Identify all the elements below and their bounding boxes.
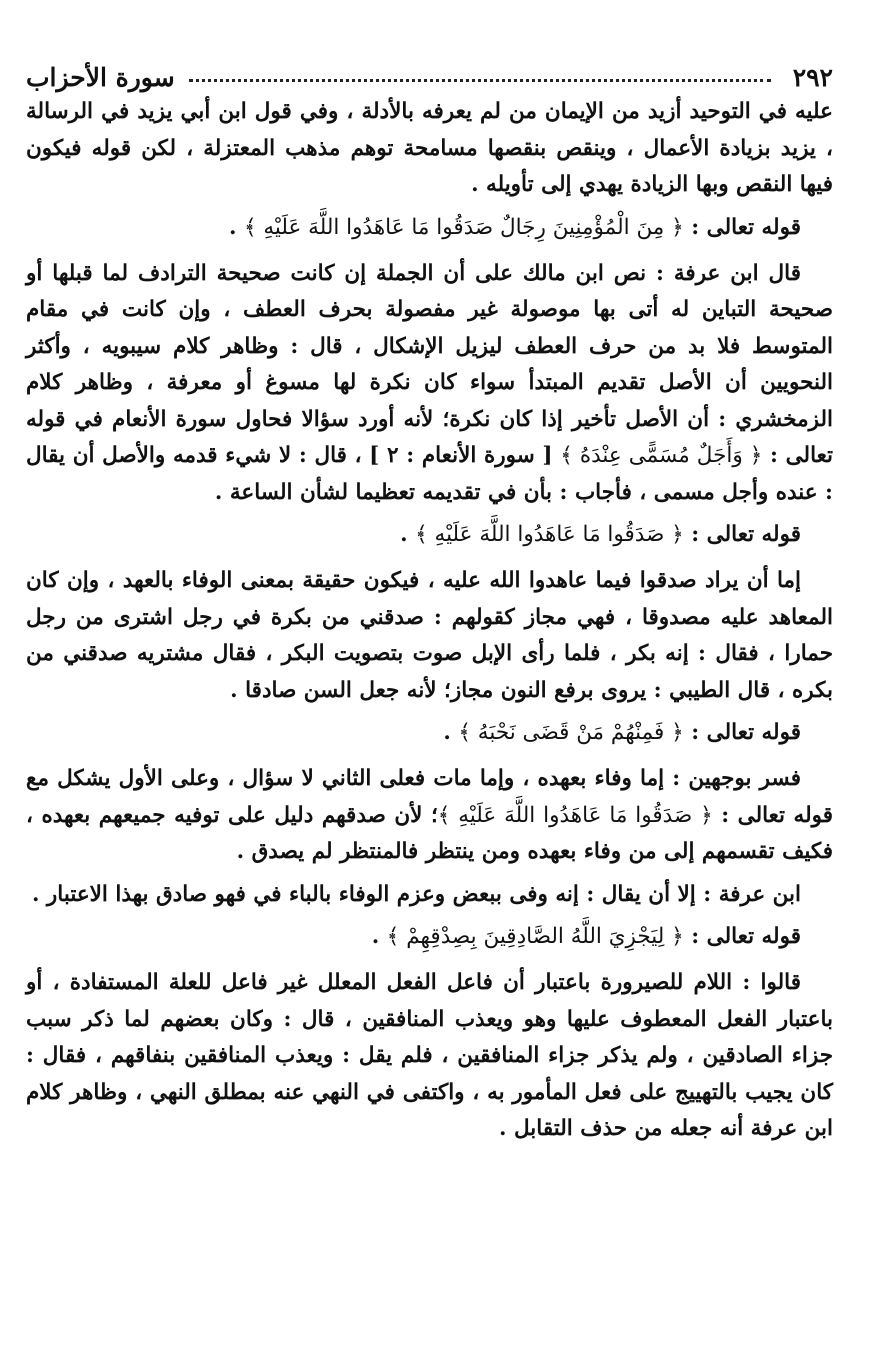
page-number: ٢٩٢ <box>792 63 833 92</box>
verse-heading-prefix: قوله تعالى : <box>683 924 801 949</box>
paragraph-6: قالوا : اللام للصيرورة باعتبار أن فاعل الفعل المعلل غير فاعل للعلة المستفادة ، أو باعتبار الفعل المعطوف عليها وهو ويعذب المنافقين ، قال : وكان بعضهم لما ذكر سبب جزاء الصادقين ، ولم يذكر جزاء المنافقين ، فلم يقل : ويعذب المنافقين بنفاقهم ، فقال : كان يجيب بالتهييج على فعل المأمور به ، واكتفى في النهي عنه بمطلق النهي ، وظاهر كلام ابن عرفة أنه جعله من حذف التقابل . <box>26 970 833 1141</box>
paragraph-2-text-a: قال ابن عرفة : نص ابن مالك على أن الجملة إن كانت صحيحة الترادف لما قبلها أو صحيحة التباين له أتى بها موصولة غير مفصولة بحرف العطف ، وإن كانت في مقام المتوسط فلا بد من حرف العطف ليزيل الإشكال ، قال : وظاهر كلام سيبويه ، وأكثر النحويين أن الأصل تقديم المبتدأ سواء كان نكرة لها مسوغ أو معرفة ، وظاهر كلام الزمخشري : أن الأصل تأخير إذا كان نكرة؛ لأنه أورد سؤالا فحاول سورة الأنعام في قوله تعالى : <box>26 260 833 468</box>
page-body <box>26 94 833 1148</box>
verse-heading-3 <box>26 715 833 751</box>
paragraph-2 <box>26 256 833 512</box>
verse-heading-prefix: قوله تعالى : <box>683 720 801 745</box>
header-dotted-leader <box>189 79 771 82</box>
quran-verse: ﴿ وَأَجَلٌ مُسَمًّى عِنْدَهُ ﴾ <box>560 443 763 468</box>
verse-heading-suffix: . <box>228 214 244 240</box>
quran-verse: ﴿ فَمِنْهُمْ مَنْ قَضَى نَحْبَهُ ﴾ <box>458 720 684 745</box>
paragraph-4-text-a: فسر بوجهين : إما وفاء بعهده ، وإما مات فعلى الثاني لا سؤال ، وعلى الأول يشكل مع قوله تعالى : <box>26 766 834 828</box>
surah-title: سورة الأحزاب <box>26 63 175 92</box>
verse-heading-4 <box>26 919 833 955</box>
verse-heading-1 <box>26 210 833 246</box>
verse-heading-suffix: . <box>443 720 459 745</box>
quran-verse: ﴿ صَدَقُوا مَا عَاهَدُوا اللَّهَ عَلَيْهِ ﴾ <box>415 522 684 547</box>
quran-verse: ﴿ مِنَ الْمُؤْمِنِينَ رِجَالٌ صَدَقُوا مَا عَاهَدُوا اللَّهَ عَلَيْهِ ﴾ <box>243 214 684 240</box>
verse-heading-suffix: . <box>400 522 416 547</box>
paragraph-2-text-b: [ سورة الأنعام : ٢ ] ، قال : لا شيء قدمه والأصل أن يقال : عنده وأجل مسمى ، فأجاب : بأن في تقديمه تعظيما لشأن الساعة . <box>26 443 833 505</box>
running-header <box>26 52 833 92</box>
paragraph-4 <box>26 761 833 871</box>
verse-heading-prefix: قوله تعالى : <box>683 522 801 547</box>
verse-heading-2 <box>26 517 833 553</box>
paragraph-4-text-b: ؛ لأن صدقهم دليل على توفيه جميعهم بعهده ، فكيف تقسمهم إلى من وفاء بعهده ومن ينتظر فالمنتظر لم يصدق . <box>26 802 833 864</box>
verse-heading-prefix: قوله تعالى : <box>683 214 801 240</box>
paragraph-3: إما أن يراد صدقوا فيما عاهدوا الله عليه ، فيكون حقيقة بمعنى الوفاء بالعهد ، وإن كان المعاهد عليه مصدوقا ، فهي مجاز كقولهم : صدقني من بكرة في رجل اشترى من رجل حمارا ، فقال : إنه بكر ، فلما رأى الإبل صوت بتصويت البكر ، فقال مشتريه صدقني من بكره ، قال الطيبي : يروى برفع النون مجاز؛ لأنه جعل السن صادقا . <box>26 568 833 703</box>
quran-verse: ﴿ صَدَقُوا مَا عَاهَدُوا اللَّهَ عَلَيْهِ ﴾ <box>437 802 713 828</box>
verse-heading-suffix: . <box>371 924 387 949</box>
paragraph-1: عليه في التوحيد أزيد من الإيمان من لم يعرفه بالأدلة ، وفي قول ابن أبي يزيد في الرسالة ، يزيد بزيادة الأعمال ، وينقص بنقصها مسامحة توهم مذهب المعتزلة ، لكن قوله فيكون فيها النقص وبها الزيادة يهدي إلى تأويله . <box>26 99 833 197</box>
paragraph-5: ابن عرفة : إلا أن يقال : إنه وفى ببعض وعزم الوفاء بالباء في فهو صادق بهذا الاعتبار . <box>31 881 801 907</box>
quran-verse: ﴿ لِيَجْزِيَ اللَّهُ الصَّادِقِينَ بِصِدْقِهِمْ ﴾ <box>386 924 684 949</box>
